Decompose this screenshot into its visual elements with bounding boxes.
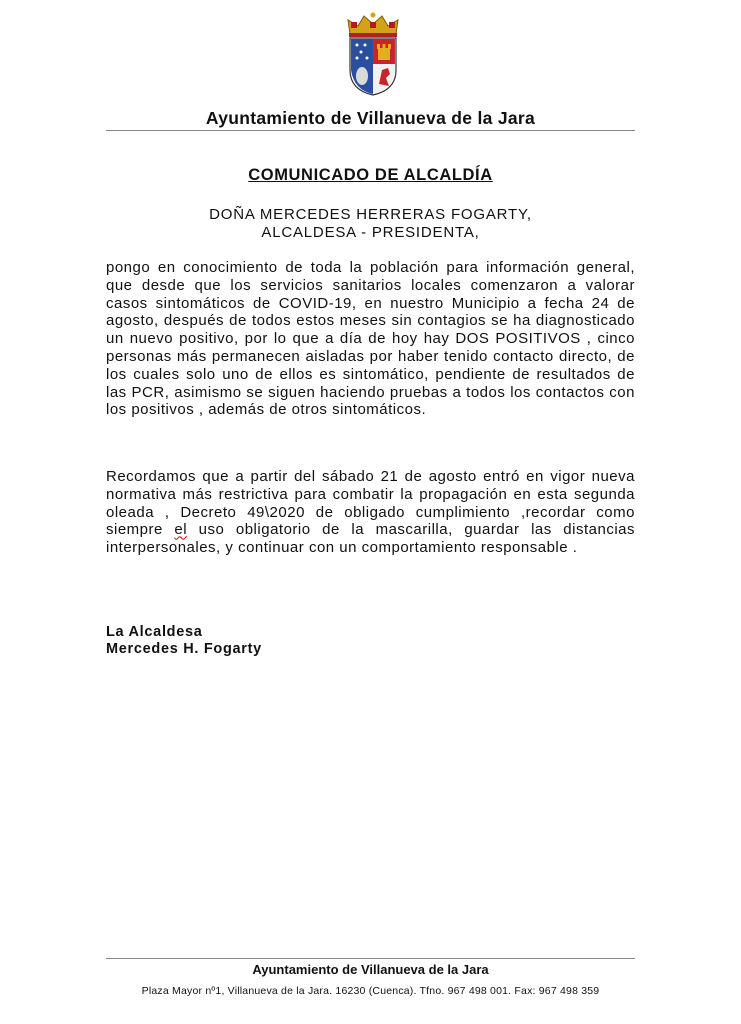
header-divider [106,130,635,131]
document-title: COMUNICADO DE ALCALDÍA [248,166,493,184]
signer-name: DOÑA MERCEDES HERRERAS FOGARTY, [209,206,532,223]
paragraph-2-text-before: Recordamos que a partir del sábado 21 de agosto entró en vigor nueva normativa más restrictiva para combatir la propagación en esta segunda oleada , Decreto 49\2020 de obligado cumplimiento ,recordar como siempre [106,468,635,539]
spellcheck-marked-word: el [174,521,188,539]
footer-divider [106,958,635,959]
signer-block [106,206,635,242]
header-title: Ayuntamiento de Villanueva de la Jara [205,108,536,128]
signature-name: Mercedes H. Fogarty [106,641,262,657]
signature-block [106,624,262,658]
signature-role: La Alcaldesa [106,624,203,640]
footer-title: Ayuntamiento de Villanueva de la Jara [252,962,489,977]
municipal-coat-of-arms-icon [342,12,404,96]
body-paragraph-2 [106,468,635,557]
footer-address: Plaza Mayor nº1, Villanueva de la Jara. 16230 (Cuenca). Tfno. 967 498 001. Fax: 967 498 359 [141,985,600,997]
body-paragraph-1: pongo en conocimiento de toda la población para información general, que desde que los servicios sanitarios locales comenzaron a valorar casos sintomáticos de COVID-19, en nuestro Municipio a fecha 24 de agosto, después de todos estos meses sin contagios se ha diagnosticado un nuevo positivo, por lo que a día de hoy hay DOS POSITIVOS , cinco personas más permanecen aisladas por haber tenido contacto directo, de los cuales solo uno de ellos es sintomático, pendiente de resultados de las PCR, asimismo se siguen haciendo pruebas a todos los contactos con los positivos , además de otros sintomáticos. [106,259,635,419]
paragraph-2-text-after: uso obligatorio de la mascarilla, guardar las distancias interpersonales, y continuar con un comportamiento responsable . [106,521,635,557]
signer-role: ALCALDESA - PRESIDENTA, [261,224,480,241]
